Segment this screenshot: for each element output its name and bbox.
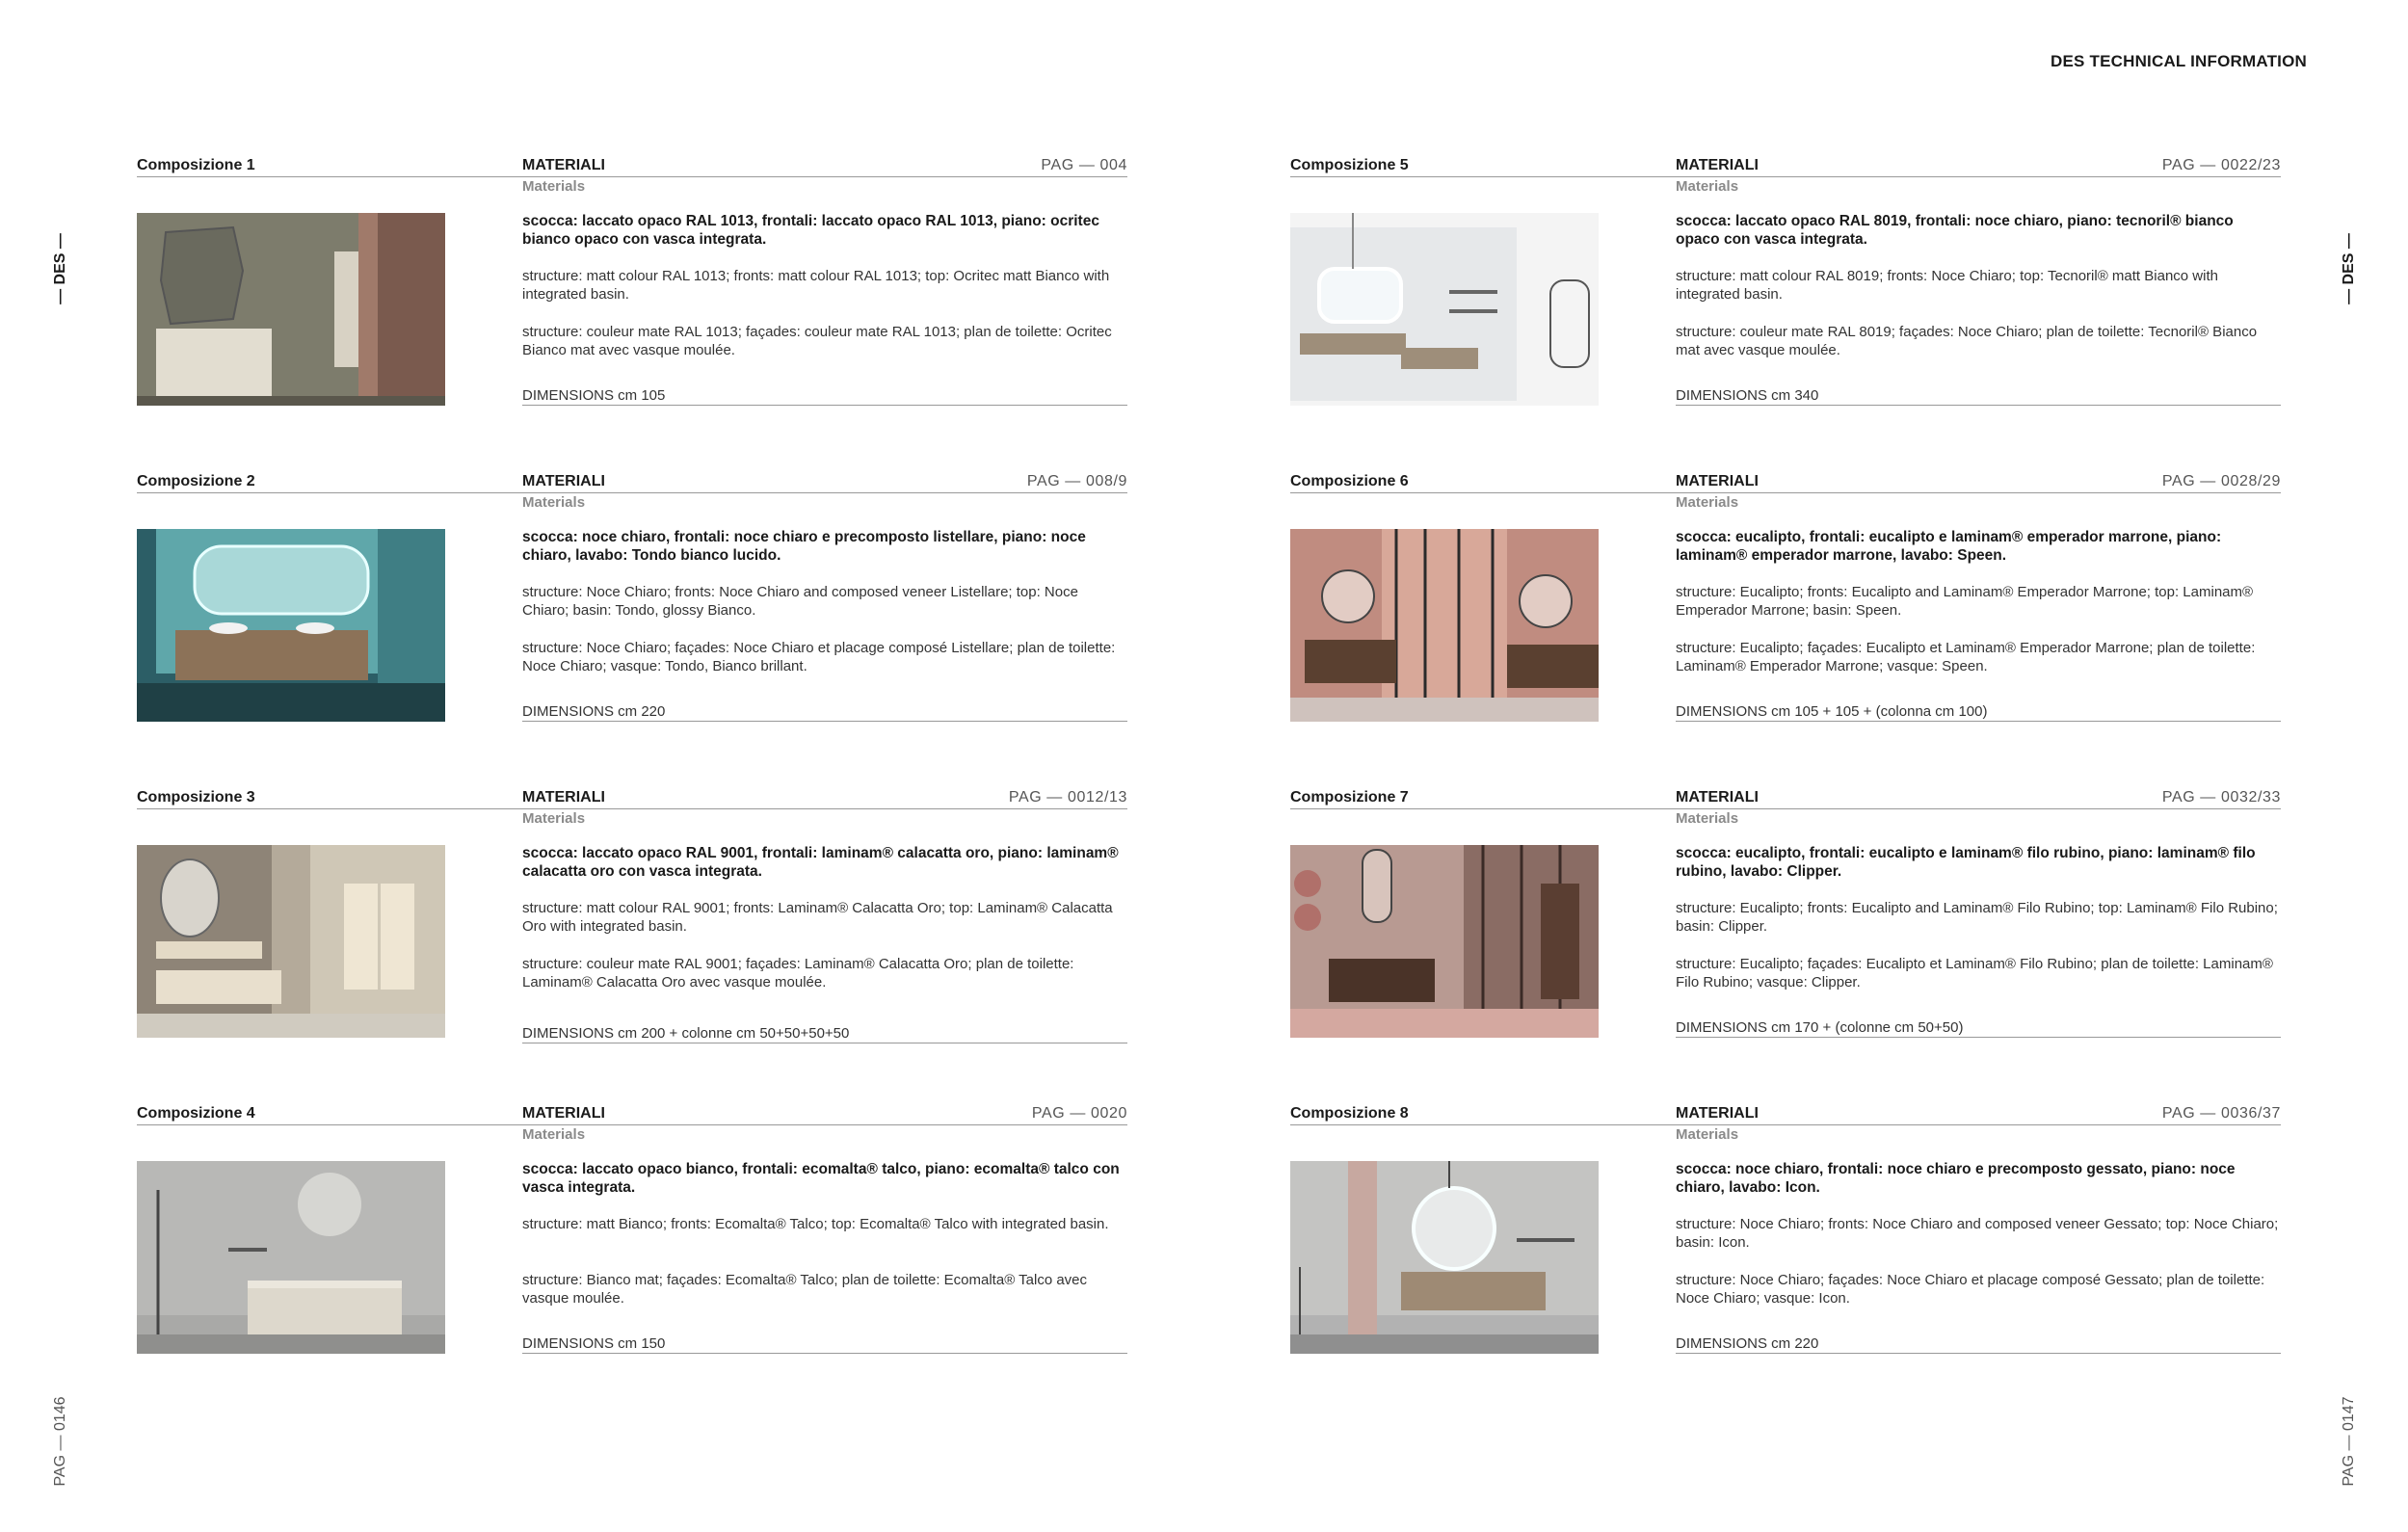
materials-english: structure: matt Bianco; fronts: Ecomalta® Talco; top: Ecomalta® Talco with integrated basin.	[522, 1216, 1109, 1232]
materials-subtitle: Materials	[1676, 810, 1739, 827]
composition-title: Composizione 6	[1290, 473, 1676, 493]
materials-subtitle: Materials	[1676, 178, 1739, 195]
dimensions: DIMENSIONS cm 105 + 105 + (colonna cm 100)	[1676, 703, 2281, 722]
materials-english: structure: matt colour RAL 9001; fronts: Laminam® Calacatta Oro; top: Laminam® Calacatta Oro with integrated basin.	[522, 900, 1113, 935]
materials-header	[522, 473, 1127, 493]
page-header-title: DES TECHNICAL INFORMATION	[2051, 52, 2307, 70]
materials-header	[1676, 473, 2281, 493]
composition-card	[1290, 157, 2408, 446]
materials-french: structure: couleur mate RAL 9001; façades: Laminam® Calacatta Oro; plan de toilette: Laminam® Calacatta Oro avec vasque moulée.	[522, 956, 1074, 991]
composition-photo	[1290, 845, 1599, 1038]
materials-french: structure: Eucalipto; façades: Eucalipto et Laminam® Emperador Marrone; plan de toilette: Laminam® Emperador Marrone; vasque: Speen.	[1676, 640, 2256, 674]
side-label-left: — DES —	[52, 233, 68, 304]
page-reference: PAG — 0028/29	[2161, 473, 2281, 489]
composition-title: Composizione 4	[137, 1105, 522, 1125]
composition-title: Composizione 5	[1290, 157, 1676, 177]
composition-card	[137, 157, 1264, 446]
page-number-right: PAG — 0147	[2341, 1396, 2357, 1487]
materials-header	[1676, 789, 2281, 809]
composition-photo	[137, 1161, 445, 1354]
materials-english: structure: matt colour RAL 8019; fronts: Noce Chiaro; top: Tecnoril® matt Bianco with integrated basin.	[1676, 268, 2218, 303]
dimensions: DIMENSIONS cm 220	[522, 703, 1127, 722]
materials-subtitle: Materials	[522, 810, 586, 827]
materials-italian: scocca: laccato opaco RAL 1013, frontali: laccato opaco RAL 1013, piano: ocritec bianco opaco con vasca integrata.	[522, 213, 1099, 248]
materials-french: structure: couleur mate RAL 1013; façades: couleur mate RAL 1013; plan de toilette: Ocritec Bianco mat avec vasque moulée.	[522, 324, 1112, 358]
materials-label: MATERIALI	[522, 473, 605, 489]
composition-card	[137, 473, 1264, 762]
materials-label: MATERIALI	[522, 157, 605, 173]
materials-header	[522, 1105, 1127, 1125]
materials-italian: scocca: noce chiaro, frontali: noce chiaro e precomposto listellare, piano: noce chiaro, lavabo: Tondo bianco lucido.	[522, 529, 1086, 564]
composition-card	[137, 789, 1264, 1078]
page-reference: PAG — 0036/37	[2161, 1105, 2281, 1122]
materials-subtitle: Materials	[522, 1126, 586, 1143]
materials-english: structure: Noce Chiaro; fronts: Noce Chiaro and composed veneer Listellare; top: Noce Chiaro; basin: Tondo, glossy Bianco.	[522, 584, 1078, 619]
materials-french: structure: Bianco mat; façades: Ecomalta® Talco; plan de toilette: Ecomalta® Talco avec vasque moulée.	[522, 1272, 1088, 1307]
page-reference: PAG — 0032/33	[2161, 789, 2281, 806]
dimensions: DIMENSIONS cm 220	[1676, 1335, 2281, 1354]
materials-header	[522, 789, 1127, 809]
materials-label: MATERIALI	[522, 789, 605, 806]
materials-subtitle: Materials	[522, 494, 586, 511]
composition-photo	[137, 529, 445, 722]
composition-photo	[1290, 213, 1599, 406]
composition-card	[1290, 473, 2408, 762]
materials-english: structure: matt colour RAL 1013; fronts: matt colour RAL 1013; top: Ocritec matt Bianco with integrated basin.	[522, 268, 1110, 303]
materials-italian: scocca: eucalipto, frontali: eucalipto e laminam® filo rubino, piano: laminam® filo rubino, lavabo: Clipper.	[1676, 845, 2256, 880]
materials-italian: scocca: laccato opaco RAL 8019, frontali: noce chiaro, piano: tecnoril® bianco opaco con vasca integrata.	[1676, 213, 2234, 248]
side-label-right: — DES —	[2341, 233, 2357, 304]
materials-english: structure: Eucalipto; fronts: Eucalipto and Laminam® Filo Rubino; top: Laminam® Filo Rubino; basin: Clipper.	[1676, 900, 2278, 935]
page-reference: PAG — 004	[1041, 157, 1127, 173]
materials-italian: scocca: laccato opaco bianco, frontali: ecomalta® talco, piano: ecomalta® talco con vasca integrata.	[522, 1161, 1120, 1196]
composition-card	[137, 1105, 1264, 1394]
composition-title: Composizione 7	[1290, 789, 1676, 809]
composition-title: Composizione 2	[137, 473, 522, 493]
materials-english: structure: Noce Chiaro; fronts: Noce Chiaro and composed veneer Gessato; top: Noce Chiaro; basin: Icon.	[1676, 1216, 2279, 1251]
dimensions: DIMENSIONS cm 200 + colonne cm 50+50+50+50	[522, 1025, 1127, 1043]
page-reference: PAG — 0020	[1031, 1105, 1127, 1122]
materials-french: structure: couleur mate RAL 8019; façades: Noce Chiaro; plan de toilette: Tecnoril® Bianco mat avec vasque moulée.	[1676, 324, 2258, 358]
composition-photo	[1290, 1161, 1599, 1354]
materials-label: MATERIALI	[1676, 789, 1759, 806]
materials-label: MATERIALI	[522, 1105, 605, 1122]
composition-photo	[1290, 529, 1599, 722]
composition-photo	[137, 845, 445, 1038]
materials-italian: scocca: noce chiaro, frontali: noce chiaro e precomposto gessato, piano: noce chiaro, lavabo: Icon.	[1676, 1161, 2236, 1196]
dimensions: DIMENSIONS cm 340	[1676, 387, 2281, 406]
materials-subtitle: Materials	[522, 178, 586, 195]
composition-photo	[137, 213, 445, 406]
page-reference: PAG — 0012/13	[1008, 789, 1127, 806]
materials-header	[522, 157, 1127, 177]
materials-subtitle: Materials	[1676, 1126, 1739, 1143]
dimensions: DIMENSIONS cm 105	[522, 387, 1127, 406]
materials-label: MATERIALI	[1676, 473, 1759, 489]
page-reference: PAG — 008/9	[1026, 473, 1127, 489]
composition-title: Composizione 8	[1290, 1105, 1676, 1125]
materials-italian: scocca: laccato opaco RAL 9001, frontali: laminam® calacatta oro, piano: laminam® calacatta oro con vasca integrata.	[522, 845, 1119, 880]
dimensions: DIMENSIONS cm 150	[522, 1335, 1127, 1354]
composition-card	[1290, 789, 2408, 1078]
materials-french: structure: Noce Chiaro; façades: Noce Chiaro et placage composé Gessato; plan de toilette: Noce Chiaro; vasque: Icon.	[1676, 1272, 2265, 1307]
dimensions: DIMENSIONS cm 170 + (colonne cm 50+50)	[1676, 1019, 2281, 1038]
composition-title: Composizione 1	[137, 157, 522, 177]
materials-french: structure: Eucalipto; façades: Eucalipto et Laminam® Filo Rubino; plan de toilette: Laminam® Filo Rubino; vasque: Clipper.	[1676, 956, 2273, 991]
materials-label: MATERIALI	[1676, 1105, 1759, 1122]
materials-header	[1676, 157, 2281, 177]
composition-card	[1290, 1105, 2408, 1394]
materials-header	[1676, 1105, 2281, 1125]
page-number-left: PAG — 0146	[52, 1396, 68, 1487]
materials-label: MATERIALI	[1676, 157, 1759, 173]
materials-subtitle: Materials	[1676, 494, 1739, 511]
composition-title: Composizione 3	[137, 789, 522, 809]
materials-english: structure: Eucalipto; fronts: Eucalipto and Laminam® Emperador Marrone; top: Laminam® Emperador Marrone; basin: Speen.	[1676, 584, 2254, 619]
page-reference: PAG — 0022/23	[2161, 157, 2281, 173]
materials-italian: scocca: eucalipto, frontali: eucalipto e laminam® emperador marrone, piano: laminam® emperador marrone, lavabo: Speen.	[1676, 529, 2222, 564]
materials-french: structure: Noce Chiaro; façades: Noce Chiaro et placage composé Listellare; plan de toilette: Noce Chiaro; vasque: Tondo, Bianco brillant.	[522, 640, 1116, 674]
